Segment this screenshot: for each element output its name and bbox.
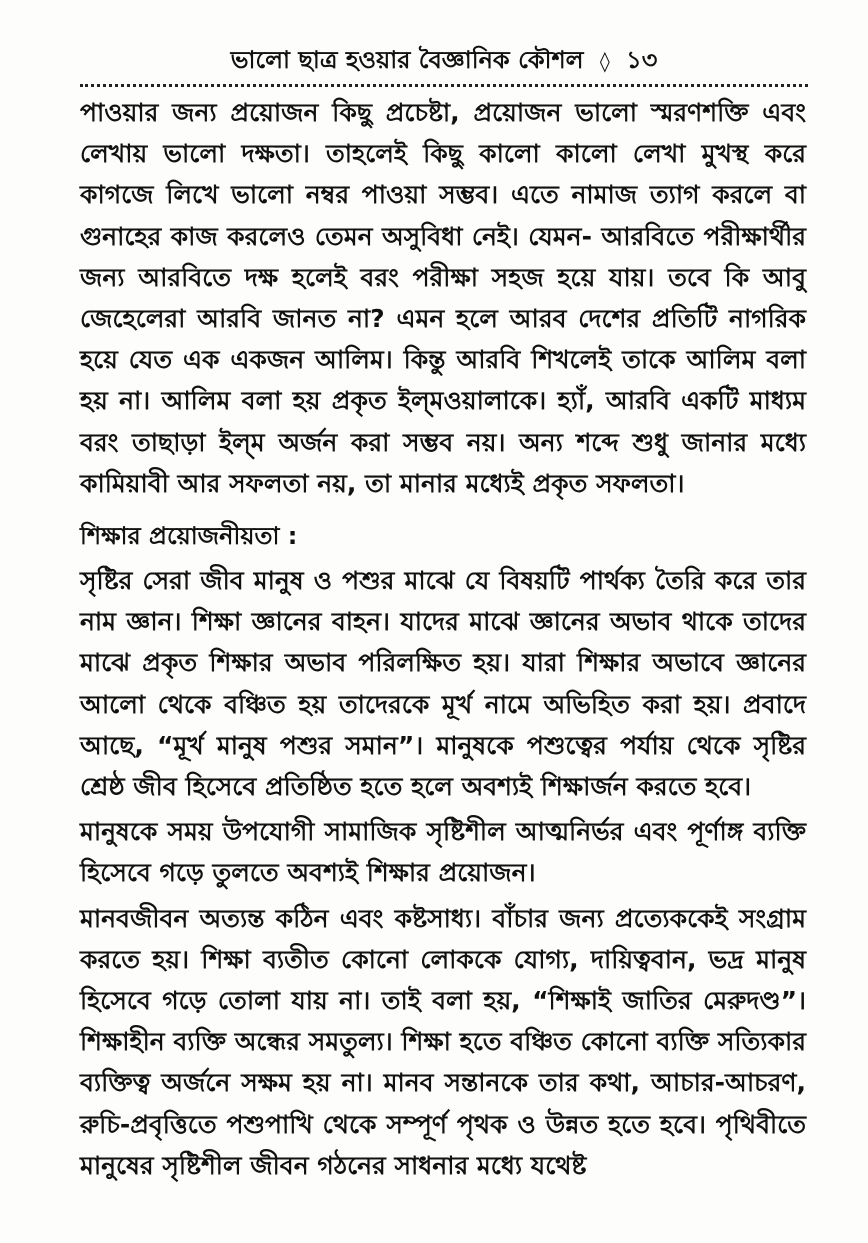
- paragraph-self-reliance: মানুষকে সময় উপযোগী সামাজিক সৃষ্টিশীল আত্মনির্ভর এবং পূর্ণাঙ্গ ব্যক্তি হিসেবে গড়ে তুলতে অবশ্যই শিক্ষার প্রয়োজন।: [80, 817, 806, 888]
- header-divider: [80, 84, 808, 87]
- paragraph-human-life: মানবজীবন অত্যন্ত কঠিন এবং কষ্টসাধ্য। বাঁচার জন্য প্রত্যেককেই সংগ্রাম করতে হয়। শিক্ষা ব্যতীত কোনো লোককে যোগ্য, দায়িত্ববান, ভদ্র মানুষ হিসেবে গড়ে তোলা যায় না। তাই বলা হয়, “শিক্ষাই জাতির মেরুদণ্ড”। শিক্ষাহীন ব্যক্তি অন্ধের সমতুল্য। শিক্ষা হতে বঞ্চিত কোনো ব্যক্তি সত্যিকার ব্যক্তিত্ব অর্জনে সক্ষম হয় না। মানব সন্তানকে তার কথা, আচার-আচরণ, রুচি-প্রবৃত্তিতে পশুপাখি থেকে সম্পূর্ণ পৃথক ও উন্নত হতে হবে। পৃথিবীতে মানুষের সৃষ্টিশীল জীবন গঠনের সাধনার মধ্যে যথেষ্ট: [80, 903, 806, 1180]
- running-header: [80, 40, 808, 80]
- page-number: ১৩: [626, 46, 658, 74]
- paragraph-knowledge: সৃষ্টির সেরা জীব মানুষ ও পশুর মাঝে যে বিষয়টি পার্থক্য তৈরি করে তার নাম জ্ঞান। শিক্ষা জ্ঞানের বাহন। যাদের মাঝে জ্ঞানের অভাব থাকে তাদের মাঝে প্রকৃত শিক্ষার অভাব পরিলক্ষিত হয়। যারা শিক্ষার অভাবে জ্ঞানের আলো থেকে বঞ্চিত হয় তাদেরকে মূর্খ নামে অভিহিত করা হয়। প্রবাদে আছে, “মূর্খ মানুষ পশুর সমান”। মানুষকে পশুত্বের পর্যায় থেকে সৃষ্টির শ্রেষ্ঠ জীব হিসেবে প্রতিষ্ঠিত হতে হলে অবশ্যই শিক্ষার্জন করতে হবে।: [80, 566, 806, 802]
- header-separator: ◊: [599, 49, 610, 73]
- page-body: [80, 92, 806, 1186]
- intro-paragraph: পাওয়ার জন্য প্রয়োজন কিছু প্রচেষ্টা, প্রয়োজন ভালো স্মরণশক্তি এবং লেখায় ভালো দক্ষতা। তাহলেই কিছু কালো কালো লেখা মুখস্থ করে কাগজে লিখে ভালো নম্বর পাওয়া সম্ভব। এতে নামাজ ত্যাগ করলে বা গুনাহের কাজ করলেও তেমন অসুবিধা নেই। যেমন- আরবিতে পরীক্ষার্থীর জন্য আরবিতে দক্ষ হলেই বরং পরীক্ষা সহজ হয়ে যায়। তবে কি আবু জেহেলেরা আরবি জানত না? এমন হলে আরব দেশের প্রতিটি নাগরিক হয়ে যেত এক একজন আলিম। কিন্তু আরবি শিখলেই তাকে আলিম বলা হয় না। আলিম বলা হয় প্রকৃত ইল্‌মওয়ালাকে। হ্যাঁ, আরবি একটি মাধ্যম বরং তাছাড়া ইল্‌ম অর্জন করা সম্ভব নয়। অন্য শব্দে শুধু জানার মধ্যে কামিয়াবী আর সফলতা নয়, তা মানার মধ্যেই প্রকৃত সফলতা।: [80, 98, 806, 498]
- section-heading: শিক্ষার প্রয়োজনীয়তা :: [80, 522, 298, 551]
- book-title: ভালো ছাত্র হওয়ার বৈজ্ঞানিক কৌশল: [230, 46, 584, 74]
